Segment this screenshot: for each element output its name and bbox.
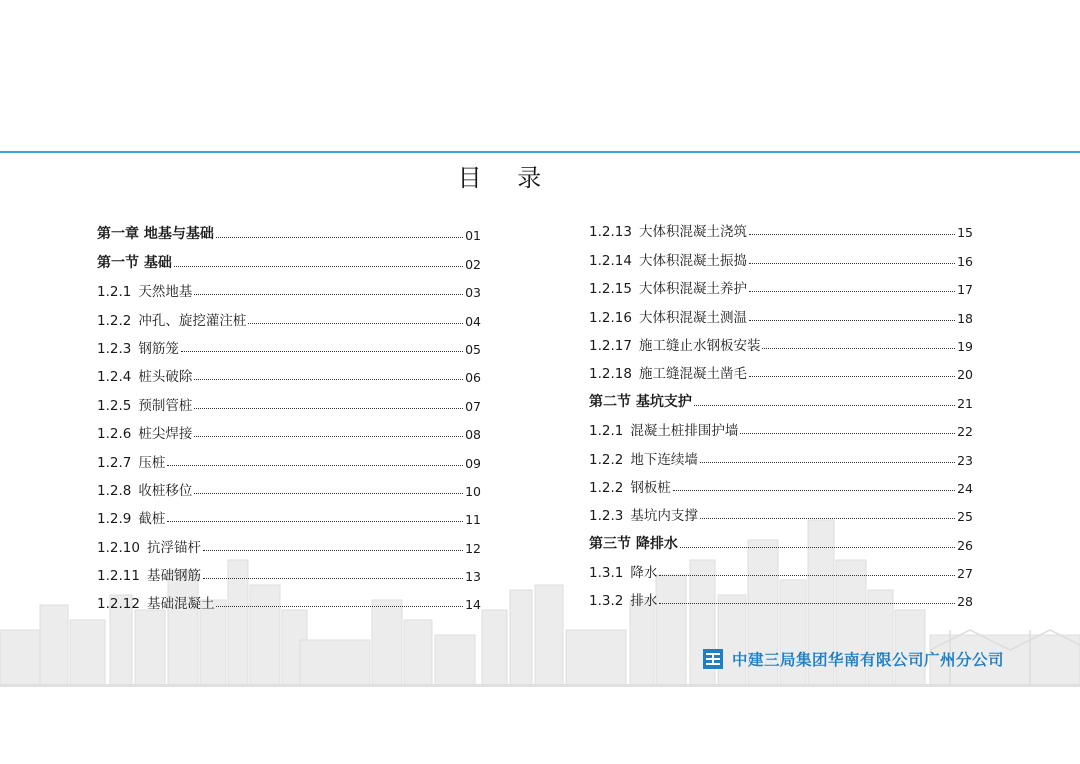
toc-entry[interactable]: [97, 215, 481, 243]
toc-entry-label: 桩尖焊接: [138, 426, 193, 443]
toc-entry-label: 施工缝混凝土凿毛: [638, 366, 747, 383]
toc-leader-dots: [659, 603, 955, 604]
toc-entry-label: 压桩: [138, 454, 166, 471]
toc-entry-label: 第一章 地基与基础: [97, 226, 214, 243]
toc-entry-label: 基础混凝土: [146, 596, 215, 613]
toc-leader-dots: [694, 405, 955, 406]
toc-right-column: [589, 212, 973, 609]
toc-entry[interactable]: [589, 468, 973, 496]
toc-leader-dots: [659, 575, 955, 576]
toc-entry[interactable]: [97, 357, 481, 385]
toc-entry-page: 06: [465, 370, 481, 386]
toc-entry-page: 28: [957, 594, 973, 610]
toc-entry[interactable]: [589, 212, 973, 240]
toc-entry-page: 21: [957, 395, 973, 411]
toc-entry-label: 大体积混凝土测温: [638, 309, 747, 326]
toc-leader-dots: [174, 266, 463, 267]
toc-entry[interactable]: [589, 581, 973, 609]
toc-entry-label: 天然地基: [138, 284, 193, 301]
toc-entry-number: 1.2.11: [97, 568, 140, 585]
toc-entry-page: 05: [465, 341, 481, 357]
toc-leader-dots: [762, 348, 955, 349]
company-logo: [703, 648, 1004, 670]
toc-entry[interactable]: [97, 527, 481, 555]
toc-leader-dots: [194, 408, 463, 409]
toc-entry-label: 抗浮锚杆: [146, 539, 201, 556]
toc-entry-number: 1.2.14: [589, 252, 632, 269]
toc-entry-number: 1.2.15: [589, 281, 632, 298]
toc-entry[interactable]: [589, 524, 973, 552]
toc-entry-number: 1.2.2: [97, 312, 132, 329]
toc-leader-dots: [167, 521, 463, 522]
toc-entry[interactable]: [97, 471, 481, 499]
toc-entry-number: 1.2.2: [589, 479, 624, 496]
toc-entry-page: 24: [957, 480, 973, 496]
toc-entry-number: 1.2.12: [97, 596, 140, 613]
toc-entry-number: 1.2.2: [589, 451, 624, 468]
toc-entry-number: 1.2.5: [97, 397, 132, 414]
toc-entry-number: 1.2.13: [589, 224, 632, 241]
toc-entry-label: 基坑内支撑: [630, 508, 698, 525]
header-rule: [0, 151, 1080, 153]
toc-entry-page: 22: [957, 424, 973, 440]
toc-entry-label: 第二节 基坑支护: [589, 393, 692, 410]
toc-entry-page: 02: [465, 256, 481, 272]
toc-entry[interactable]: [589, 326, 973, 354]
toc-entry-label: 地下连续墙: [630, 451, 698, 468]
page-title: 目 录: [457, 164, 556, 192]
toc-entry-label: 桩头破除: [138, 369, 193, 386]
toc-leader-dots: [216, 237, 463, 238]
toc-leader-dots: [700, 462, 955, 463]
toc-leader-dots: [181, 351, 463, 352]
toc-entry[interactable]: [589, 354, 973, 382]
toc-entry-page: 23: [957, 452, 973, 468]
toc-entry-label: 基础钢筋: [146, 568, 201, 585]
toc-entry-number: 1.3.1: [589, 565, 624, 582]
toc-entry-page: 07: [465, 398, 481, 414]
toc-entry[interactable]: [589, 439, 973, 467]
company-logo-icon: [703, 649, 723, 669]
toc-entry-page: 15: [957, 225, 973, 241]
toc-entry-page: 20: [957, 367, 973, 383]
toc-leader-dots: [194, 436, 463, 437]
toc-entry[interactable]: [97, 584, 481, 612]
toc-entry-label: 截桩: [138, 511, 166, 528]
toc-entry-label: 钢筋笼: [138, 340, 179, 357]
toc-entry-page: 08: [465, 427, 481, 443]
toc-entry-page: 10: [465, 483, 481, 499]
toc-entry[interactable]: [589, 553, 973, 581]
toc-leader-dots: [203, 578, 463, 579]
toc-entry-page: 27: [957, 566, 973, 582]
toc-entry-page: 14: [465, 597, 481, 613]
toc-entry-label: 冲孔、旋挖灌注桩: [138, 312, 247, 329]
toc-entry-label: 第三节 降排水: [589, 535, 678, 552]
toc-entry-number: 1.2.6: [97, 426, 132, 443]
toc-entry-number: 1.2.7: [97, 454, 132, 471]
toc-entry-label: 大体积混凝土振捣: [638, 252, 747, 269]
toc-entry[interactable]: [589, 269, 973, 297]
toc-leader-dots: [248, 323, 463, 324]
toc-entry-number: 1.2.1: [97, 284, 132, 301]
toc-entry-number: 1.2.10: [97, 539, 140, 556]
toc-entry-label: 大体积混凝土浇筑: [638, 224, 747, 241]
toc-entry-number: 1.2.3: [97, 340, 132, 357]
company-name: 中建三局集团华南有限公司广州分公司: [732, 651, 1005, 669]
toc-entry[interactable]: [589, 411, 973, 439]
toc-leader-dots: [749, 320, 955, 321]
toc-entry[interactable]: [97, 442, 481, 470]
toc-entry-label: 排水: [630, 593, 658, 610]
toc-entry-page: 12: [465, 540, 481, 556]
toc-entry[interactable]: [589, 382, 973, 410]
toc-entry[interactable]: [97, 385, 481, 413]
toc-entry-page: 11: [465, 512, 481, 528]
toc-entry-number: 1.2.3: [589, 508, 624, 525]
toc-entry-label: 大体积混凝土养护: [638, 281, 747, 298]
toc-leader-dots: [673, 490, 955, 491]
toc-left-column: [97, 215, 481, 612]
toc-leader-dots: [749, 263, 955, 264]
toc-entry-page: 04: [465, 313, 481, 329]
toc-entry[interactable]: [97, 272, 481, 300]
toc-entry-label: 降水: [630, 565, 658, 582]
toc-entry[interactable]: [589, 496, 973, 524]
toc-entry-number: 1.2.8: [97, 482, 132, 499]
toc-entry-page: 16: [957, 253, 973, 269]
toc-entry[interactable]: [97, 499, 481, 527]
toc-leader-dots: [749, 291, 955, 292]
toc-entry-page: 18: [957, 310, 973, 326]
toc-leader-dots: [680, 547, 955, 548]
toc-entry-page: 17: [957, 282, 973, 298]
toc-entry-label: 收桩移位: [138, 482, 193, 499]
toc-entry[interactable]: [97, 329, 481, 357]
toc-leader-dots: [203, 550, 463, 551]
toc-entry-page: 25: [957, 509, 973, 525]
toc-entry-label: 施工缝止水钢板安装: [638, 337, 761, 354]
toc-leader-dots: [194, 294, 463, 295]
toc-entry-page: 03: [465, 285, 481, 301]
toc-entry-page: 26: [957, 537, 973, 553]
toc-leader-dots: [194, 493, 463, 494]
toc-entry-label: 预制管桩: [138, 397, 193, 414]
toc-entry-number: 1.2.9: [97, 511, 132, 528]
toc-entry-number: 1.2.18: [589, 366, 632, 383]
toc-entry-number: 1.2.1: [589, 423, 624, 440]
toc-entry[interactable]: [97, 556, 481, 584]
toc-entry[interactable]: [97, 300, 481, 328]
toc-leader-dots: [700, 518, 955, 519]
toc-entry-number: 1.2.4: [97, 369, 132, 386]
toc-entry[interactable]: [589, 240, 973, 268]
toc-entry-page: 01: [465, 228, 481, 244]
toc-leader-dots: [740, 433, 955, 434]
toc-entry-page: 19: [957, 338, 973, 354]
toc-entry-number: 1.2.17: [589, 337, 632, 354]
toc-entry[interactable]: [97, 243, 481, 271]
toc-leader-dots: [749, 376, 955, 377]
toc-entry-label: 混凝土桩排围护墙: [630, 423, 739, 440]
toc-entry-number: 1.2.16: [589, 309, 632, 326]
toc-entry-label: 钢板桩: [630, 479, 671, 496]
toc-entry-number: 1.3.2: [589, 593, 624, 610]
toc-leader-dots: [167, 465, 463, 466]
toc-leader-dots: [216, 606, 463, 607]
toc-entry[interactable]: [589, 297, 973, 325]
toc-entry[interactable]: [97, 414, 481, 442]
toc-entry-label: 第一节 基础: [97, 254, 172, 271]
toc-leader-dots: [194, 379, 463, 380]
toc-leader-dots: [749, 234, 955, 235]
toc-entry-page: 09: [465, 455, 481, 471]
toc-entry-page: 13: [465, 569, 481, 585]
